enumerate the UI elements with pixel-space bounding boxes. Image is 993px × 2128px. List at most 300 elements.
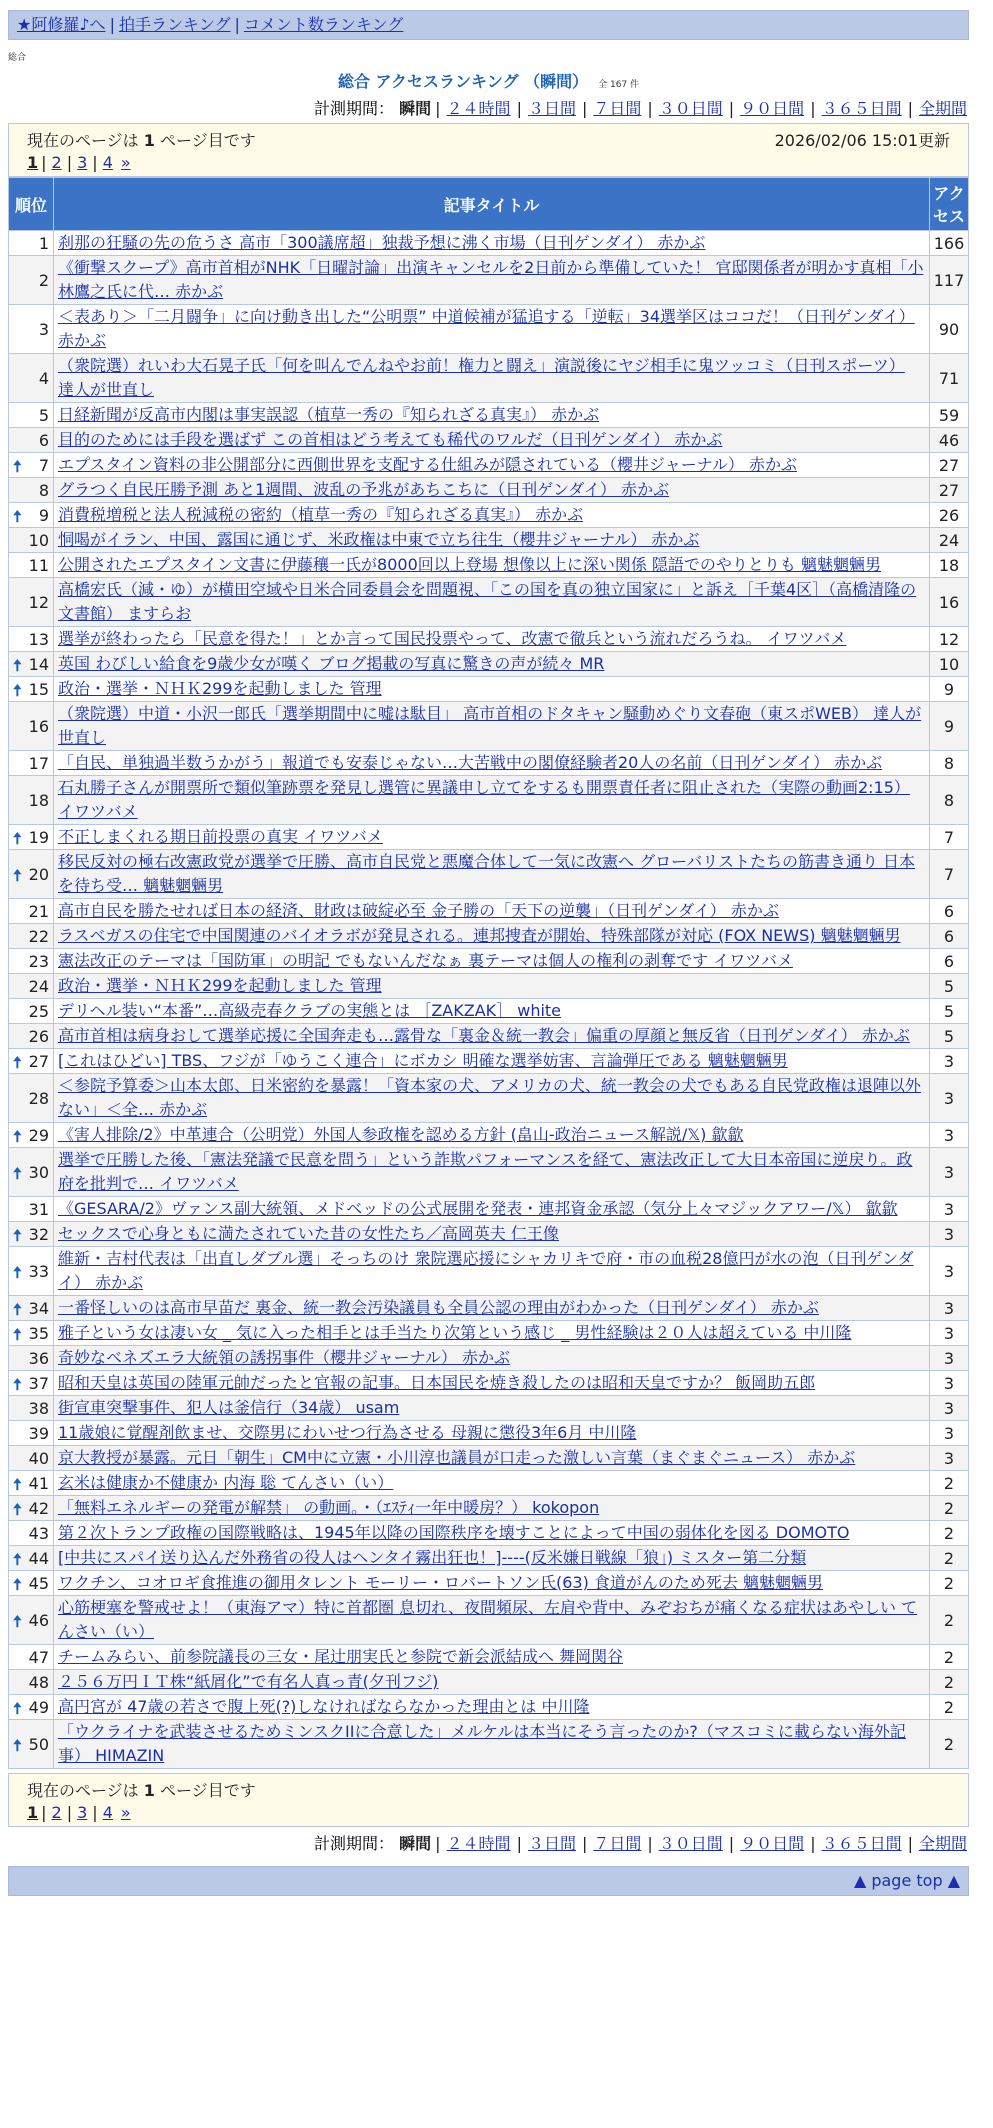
title-cell bbox=[54, 1720, 930, 1769]
table-row bbox=[9, 702, 969, 751]
period-separator: | bbox=[516, 99, 522, 118]
article-link[interactable]: 選挙で圧勝した後、「憲法発議で民意を問う」という詐欺パフォーマンスを経て、憲法改正して大日本帝国に逆戻り。政府を批判で… イワツバメ bbox=[58, 1150, 913, 1193]
pager-link[interactable]: 2 bbox=[51, 153, 62, 172]
title-cell bbox=[54, 453, 930, 478]
table-row bbox=[9, 1645, 969, 1670]
rank-cell bbox=[9, 1421, 54, 1446]
article-link[interactable]: 維新・吉村代表は「出直しダブル選」そっちのけ 衆院選応援にシャカリキで府・市の血税28億円が水の泡（日刊ゲンダイ） 赤かぶ bbox=[58, 1249, 914, 1292]
table-row bbox=[9, 1197, 969, 1222]
access-count: 3 bbox=[930, 1296, 969, 1321]
table-row bbox=[9, 1024, 969, 1049]
access-count: 3 bbox=[930, 1222, 969, 1247]
table-row bbox=[9, 1396, 969, 1421]
title-cell bbox=[54, 1247, 930, 1296]
rank-cell bbox=[9, 256, 54, 305]
comment-ranking-link[interactable]: コメント数ランキング bbox=[243, 15, 404, 34]
rank-number: 47 bbox=[28, 1647, 49, 1667]
title-cell bbox=[54, 1546, 930, 1571]
rank-up-arrow-icon: 🠅 bbox=[13, 506, 22, 526]
table-row bbox=[9, 1148, 969, 1197]
access-count: 16 bbox=[930, 578, 969, 627]
rank-cell bbox=[9, 231, 54, 256]
pager-separator: | bbox=[92, 1803, 98, 1822]
table-row bbox=[9, 1346, 969, 1371]
rank-number: 49 bbox=[28, 1697, 49, 1717]
article-link[interactable]: セックスで心身ともに満たされていた昔の女性たち／高岡英夫 仁王像 bbox=[58, 1224, 559, 1243]
period-link[interactable]: 全期間 bbox=[918, 1834, 967, 1853]
table-row bbox=[9, 924, 969, 949]
period-link[interactable]: ２４時間 bbox=[446, 1834, 511, 1853]
pager-separator: | bbox=[66, 153, 73, 172]
article-link[interactable]: [これはひどい] TBS、フジが「ゆうこく連合」にボカシ 明確な選挙妨害、言論弾圧である 魑魅魍魎男 bbox=[58, 1051, 788, 1070]
access-count: 3 bbox=[930, 1396, 969, 1421]
pager-next[interactable]: » bbox=[120, 153, 131, 172]
rank-number: 42 bbox=[28, 1498, 49, 1518]
period-separator: | bbox=[435, 1834, 441, 1853]
article-link[interactable]: ＜表あり＞「二月闘争」に向け動き出した“公明票” 中道候補が猛追する「逆転」34選挙区はココだ！（日刊ゲンダイ） 赤かぶ bbox=[58, 307, 915, 350]
title-cell bbox=[54, 899, 930, 924]
access-count: 27 bbox=[930, 453, 969, 478]
period-link[interactable]: ７日間 bbox=[593, 99, 642, 118]
top-nav-bar bbox=[8, 10, 969, 40]
rank-number: 31 bbox=[28, 1199, 49, 1219]
table-row bbox=[9, 1421, 969, 1446]
rank-number: 7 bbox=[38, 455, 49, 475]
rank-number: 8 bbox=[38, 480, 49, 500]
table-row bbox=[9, 578, 969, 627]
bottom-bar bbox=[8, 1866, 969, 1896]
rank-number: 50 bbox=[28, 1734, 49, 1754]
rank-number: 30 bbox=[28, 1162, 49, 1182]
title-cell bbox=[54, 1222, 930, 1247]
article-link[interactable]: 憲法改正のテーマは「国防軍」の明記 でもないんだなぁ 裏テーマは個人の権利の剥奪です イワツバメ bbox=[58, 951, 793, 970]
table-row bbox=[9, 899, 969, 924]
rank-cell bbox=[9, 1471, 54, 1496]
rank-number: 2 bbox=[38, 270, 49, 290]
rank-cell bbox=[9, 453, 54, 478]
access-count: 3 bbox=[930, 1446, 969, 1471]
page-indicator: 現在のページは 1 ページ目です bbox=[27, 1781, 256, 1800]
pager-separator: | bbox=[66, 1803, 73, 1822]
article-link[interactable]: グラつく自民圧勝予測 あと1週間、波乱の予兆があちこちに（日刊ゲンダイ） 赤かぶ bbox=[58, 480, 670, 499]
page-indicator: 現在のページは 1 ページ目です bbox=[27, 131, 256, 150]
rank-number: 24 bbox=[28, 976, 49, 996]
title-cell bbox=[54, 850, 930, 899]
access-count: 3 bbox=[930, 1197, 969, 1222]
pager-current: 1 bbox=[27, 1803, 39, 1822]
table-row bbox=[9, 1546, 969, 1571]
period-separator: | bbox=[647, 99, 653, 118]
article-link[interactable]: 心筋梗塞を警戒せよ！（東海アマ）特に首都圏 息切れ、夜間頻尿、左肩や背中、みぞおちが痛くなる症状はあやしい てんさい（い） bbox=[58, 1598, 918, 1641]
period-link[interactable]: ３日間 bbox=[527, 99, 576, 118]
total-count: 全 167 件 bbox=[598, 80, 640, 90]
rank-cell bbox=[9, 850, 54, 899]
pager-link[interactable]: 3 bbox=[77, 1803, 88, 1822]
article-link[interactable]: （衆院選）れいわ大石晃子氏「何を叫んでんねやお前！権力と闘え」演説後にヤジ相手に鬼ツッコミ（日刊スポーツ） 達人が世直し bbox=[58, 356, 905, 399]
title-cell bbox=[54, 652, 930, 677]
access-count: 5 bbox=[930, 974, 969, 999]
rank-up-arrow-icon: 🠅 bbox=[13, 1324, 22, 1344]
title-cell bbox=[54, 677, 930, 702]
article-link[interactable]: 移民反対の極右改憲政党が選挙で圧勝、高市自民党と悪魔合体して一気に改憲へ グローバリストたちの筋書き通り 日本を待ち受… 魑魅魍魎男 bbox=[58, 852, 916, 895]
access-count: 2 bbox=[930, 1571, 969, 1596]
title-cell bbox=[54, 751, 930, 776]
pager-separator: | bbox=[41, 1803, 47, 1822]
rank-up-arrow-icon: 🠅 bbox=[13, 1499, 22, 1519]
title-cell bbox=[54, 1346, 930, 1371]
access-count: 8 bbox=[930, 776, 969, 825]
rank-cell bbox=[9, 1371, 54, 1396]
rank-cell bbox=[9, 1148, 54, 1197]
period-link[interactable]: ３６５日間 bbox=[821, 1834, 902, 1853]
table-row bbox=[9, 428, 969, 453]
access-count: 2 bbox=[930, 1695, 969, 1720]
access-count: 27 bbox=[930, 478, 969, 503]
rank-number: 18 bbox=[28, 790, 49, 810]
table-row bbox=[9, 305, 969, 354]
title-cell bbox=[54, 1421, 930, 1446]
article-link[interactable]: （衆院選）中道・小沢一郎氏「選挙期間中に嘘は駄目」 高市首相のドタキャン騒動めぐり文春砲（東スポWEB） 達人が世直し bbox=[58, 704, 922, 747]
period-separator: | bbox=[810, 99, 816, 118]
article-link[interactable]: 《GESARA/2》ヴァンス副大統領、メドベッドの公式展開を発表・連邦資金承認（気分上々マジックアワー/𝕏） 歙歙 bbox=[58, 1199, 898, 1218]
rank-cell bbox=[9, 974, 54, 999]
access-count: 2 bbox=[930, 1720, 969, 1769]
rank-header: 順位 bbox=[9, 178, 54, 231]
rank-cell bbox=[9, 924, 54, 949]
rank-number: 10 bbox=[28, 530, 49, 550]
title-cell bbox=[54, 428, 930, 453]
title-cell bbox=[54, 1396, 930, 1421]
rank-cell bbox=[9, 1496, 54, 1521]
rank-cell bbox=[9, 1024, 54, 1049]
rank-number: 15 bbox=[28, 679, 49, 699]
rank-cell bbox=[9, 1074, 54, 1123]
article-link[interactable]: 高橋宏氏（減・ゆ）が横田空域や日米合同委員会を問題視、「この国を真の独立国家に」と訴え［千葉4区］（高橋清隆の文書館） ますらお bbox=[58, 580, 917, 623]
period-separator: | bbox=[581, 1834, 588, 1853]
rank-up-arrow-icon: 🠅 bbox=[13, 1163, 22, 1183]
access-count: 26 bbox=[930, 503, 969, 528]
rank-cell bbox=[9, 1720, 54, 1769]
access-count: 6 bbox=[930, 949, 969, 974]
article-link[interactable]: 雅子という女は凄い女 _ 気に入った相手とは手当たり次第という感じ _ 男性経験は２０人は超えている 中川隆 bbox=[58, 1323, 852, 1342]
page-top-link[interactable]: ▲ page top ▲ bbox=[853, 1871, 960, 1890]
access-count: 24 bbox=[930, 528, 969, 553]
rank-number: 3 bbox=[38, 319, 49, 339]
rank-up-arrow-icon: 🠅 bbox=[13, 1052, 22, 1072]
table-row bbox=[9, 1695, 969, 1720]
rank-number: 48 bbox=[28, 1672, 49, 1692]
table-row bbox=[9, 751, 969, 776]
article-link[interactable]: 「自民、単独過半数うかがう」報道でも安泰じゃない…大苦戦中の閣僚経験者20人の名前（日刊ゲンダイ） 赤かぶ bbox=[58, 753, 883, 772]
pager-next[interactable]: » bbox=[120, 1803, 131, 1822]
rank-up-arrow-icon: 🠅 bbox=[13, 1574, 22, 1594]
table-row bbox=[9, 478, 969, 503]
title-cell bbox=[54, 999, 930, 1024]
period-separator: | bbox=[907, 1834, 913, 1853]
pager-link[interactable]: 2 bbox=[51, 1803, 62, 1822]
article-link[interactable]: チームみらい、前参院議長の三女・尾辻朋実氏と参院で新会派結成へ 舞岡関谷 bbox=[58, 1647, 624, 1666]
rank-number: 29 bbox=[28, 1125, 49, 1145]
article-link[interactable]: 第２次トランプ政権の国際戦略は、1945年以降の国際秩序を壊すことによって中国の弱体化を図る DOMOTO bbox=[58, 1523, 850, 1542]
rank-number: 17 bbox=[28, 753, 49, 773]
title-cell bbox=[54, 949, 930, 974]
title-cell bbox=[54, 1670, 930, 1695]
period-link[interactable]: ７日間 bbox=[593, 1834, 642, 1853]
access-count: 12 bbox=[930, 627, 969, 652]
title-cell bbox=[54, 403, 930, 428]
period-label: 計測期間： bbox=[314, 1834, 395, 1853]
article-link[interactable]: 奇妙なベネズエラ大統領の誘拐事件（櫻井ジャーナル） 赤かぶ bbox=[58, 1348, 510, 1367]
period-link[interactable]: ３０日間 bbox=[658, 99, 723, 118]
applause-ranking-link[interactable]: 拍手ランキング bbox=[118, 15, 231, 34]
rank-cell bbox=[9, 999, 54, 1024]
article-link[interactable]: 目的のためには手段を選ばず この首相はどう考えても稀代のワルだ（日刊ゲンダイ） 赤かぶ bbox=[58, 430, 723, 449]
period-link[interactable]: ３６５日間 bbox=[821, 99, 902, 118]
access-count: 3 bbox=[930, 1321, 969, 1346]
article-link[interactable]: 11歳娘に覚醒剤飲ませ、交際男にわいせつ行為させる 母親に懲役3年6月 中川隆 bbox=[58, 1423, 637, 1442]
period-separator: | bbox=[581, 99, 588, 118]
period-link[interactable]: ３日間 bbox=[527, 1834, 576, 1853]
rank-cell bbox=[9, 1296, 54, 1321]
ranking-table bbox=[8, 177, 969, 1769]
rank-number: 13 bbox=[28, 629, 49, 649]
access-count: 166 bbox=[930, 231, 969, 256]
rank-up-arrow-icon: 🠅 bbox=[13, 1611, 22, 1631]
rank-cell bbox=[9, 1645, 54, 1670]
period-separator: | bbox=[647, 1834, 653, 1853]
rank-number: 5 bbox=[38, 405, 49, 425]
access-count: 2 bbox=[930, 1645, 969, 1670]
rank-number: 43 bbox=[28, 1523, 49, 1543]
rank-cell bbox=[9, 899, 54, 924]
title-cell bbox=[54, 974, 930, 999]
rank-cell bbox=[9, 1596, 54, 1645]
table-row bbox=[9, 949, 969, 974]
table-row bbox=[9, 503, 969, 528]
rank-number: 33 bbox=[28, 1261, 49, 1281]
article-link[interactable]: ラスベガスの住宅で中国関連のバイオラボが発見される。連邦捜査が開始、特殊部隊が対応 (FOX NEWS) 魑魅魍魎男 bbox=[58, 926, 901, 945]
access-count: 3 bbox=[930, 1421, 969, 1446]
title-cell bbox=[54, 1695, 930, 1720]
article-link[interactable]: ワクチン、コオロギ食推進の御用タレント モーリー・ロバートソン氏(63) 食道がんのため死去 魑魅魍魎男 bbox=[58, 1573, 823, 1592]
article-link[interactable]: 石丸勝子さんが開票所で類似筆跡票を発見し選管に異議申し立てをするも開票責任者に阻止された（実際の動画2:15） イワツバメ bbox=[58, 778, 910, 821]
rank-cell bbox=[9, 1546, 54, 1571]
rank-number: 11 bbox=[28, 555, 49, 575]
rank-up-arrow-icon: 🠅 bbox=[13, 1698, 22, 1718]
article-link[interactable]: [中共にスパイ送り込んだ外務省の役人はヘンタイ霧出狂也！]----(反米嫌日戦線「狼」) ミスター第二分類 bbox=[58, 1548, 807, 1567]
rank-number: 28 bbox=[28, 1088, 49, 1108]
rank-cell bbox=[9, 528, 54, 553]
access-count: 8 bbox=[930, 751, 969, 776]
rank-number: 14 bbox=[28, 654, 49, 674]
rank-cell bbox=[9, 578, 54, 627]
article-link[interactable]: 消費税増税と法人税減税の密約（植草一秀の『知られざる真実』） 赤かぶ bbox=[58, 505, 584, 524]
article-link[interactable]: 京大教授が暴露。元日「朝生」CM中に立憲・小川淳也議員が口走った激しい言葉（まぐまぐニュース） 赤かぶ bbox=[58, 1448, 856, 1467]
pager-link[interactable]: 4 bbox=[102, 1803, 113, 1822]
rank-number: 38 bbox=[28, 1398, 49, 1418]
article-link[interactable]: ２５６万円ＩＴ株“紙屑化”で有名人真っ青(夕刊フジ) bbox=[58, 1672, 439, 1691]
title-cell bbox=[54, 1123, 930, 1148]
article-link[interactable]: 「ウクライナを武装させるためミンスクIIに合意した」メルケルは本当にそう言ったのか?（マスコミに載らない海外記事） HIMAZIN bbox=[58, 1722, 906, 1765]
period-link[interactable]: ３０日間 bbox=[658, 1834, 723, 1853]
article-link[interactable]: 政治・選挙・ＮＨＫ299を起動しました 管理 bbox=[58, 679, 382, 698]
rank-number: 23 bbox=[28, 951, 49, 971]
article-link[interactable]: 刹那の狂騒の先の危うさ 高市「300議席超」独裁予想に沸く市場（日刊ゲンダイ） 赤かぶ bbox=[58, 233, 706, 252]
pager-separator: | bbox=[41, 153, 47, 172]
access-count: 2 bbox=[930, 1471, 969, 1496]
title-cell bbox=[54, 478, 930, 503]
table-row bbox=[9, 1446, 969, 1471]
rank-up-arrow-icon: 🠅 bbox=[13, 456, 22, 476]
rank-cell bbox=[9, 677, 54, 702]
table-row bbox=[9, 231, 969, 256]
title-cell bbox=[54, 1049, 930, 1074]
table-row bbox=[9, 974, 969, 999]
article-link[interactable]: 街宣車突撃事件、犯人は釜信行（34歳） usam bbox=[58, 1398, 400, 1417]
rank-up-arrow-icon: 🠅 bbox=[13, 1262, 22, 1282]
access-count: 5 bbox=[930, 1024, 969, 1049]
table-row bbox=[9, 1074, 969, 1123]
article-link[interactable]: 高市首相は病身おして選挙応援に全国奔走も…露骨な「裏金＆統一教会」偏重の厚顔と無反省（日刊ゲンダイ） 赤かぶ bbox=[58, 1026, 910, 1045]
access-count: 7 bbox=[930, 825, 969, 850]
rank-number: 45 bbox=[28, 1573, 49, 1593]
rank-cell bbox=[9, 1247, 54, 1296]
rank-up-arrow-icon: 🠅 bbox=[13, 828, 22, 848]
article-link[interactable]: 政治・選挙・ＮＨＫ299を起動しました 管理 bbox=[58, 976, 382, 995]
table-row bbox=[9, 1123, 969, 1148]
rank-number: 19 bbox=[28, 827, 49, 847]
access-count: 3 bbox=[930, 1346, 969, 1371]
period-label: 計測期間： bbox=[314, 99, 395, 118]
title-cell bbox=[54, 528, 930, 553]
article-link[interactable]: 公開されたエプスタイン文書に伊藤穰一氏が8000回以上登場 想像以上に深い関係 隠語でのやりとりも 魑魅魍魎男 bbox=[58, 555, 882, 574]
article-link[interactable]: ＜参院予算委＞山本太郎、日米密約を暴露！「資本家の犬、アメリカの犬、統一教会の犬でもある自民党政権は退陣以外ない」＜全… 赤かぶ bbox=[58, 1076, 921, 1119]
article-link[interactable]: 一番怪しいのは高市早苗だ 裏金、統一教会汚染議員も全員公認の理由がわかった（日刊ゲンダイ） 赤かぶ bbox=[58, 1298, 819, 1317]
title-cell bbox=[54, 1371, 930, 1396]
title-cell bbox=[54, 1321, 930, 1346]
article-link[interactable]: 選挙が終わったら「民意を得た！」とか言って国民投票やって、改憲で徹兵という流れだろうね。 イワツバメ bbox=[58, 629, 847, 648]
article-link[interactable]: 「無料エネルギーの発電が解禁」 の動画。・（ｴｽﾃｨ一年中暖房？） kokopon bbox=[58, 1498, 600, 1517]
rank-up-arrow-icon: 🠅 bbox=[13, 1549, 22, 1569]
pager-link[interactable]: 4 bbox=[102, 153, 113, 172]
rank-number: 4 bbox=[38, 368, 49, 388]
period-link[interactable]: ９０日間 bbox=[740, 99, 805, 118]
period-separator: | bbox=[907, 99, 913, 118]
access-count: 59 bbox=[930, 403, 969, 428]
period-link[interactable]: ２４時間 bbox=[446, 99, 511, 118]
table-row bbox=[9, 850, 969, 899]
table-row bbox=[9, 1247, 969, 1296]
article-link[interactable]: 恫喝がイラン、中国、露国に通じず、米政権は中東で立ち往生（櫻井ジャーナル） 赤かぶ bbox=[58, 530, 700, 549]
title-cell bbox=[54, 1074, 930, 1123]
article-link[interactable]: デリヘル装い“本番”…高級売春クラブの実態とは ［ZAKZAK］ white bbox=[58, 1001, 562, 1020]
rank-cell bbox=[9, 403, 54, 428]
article-link[interactable]: 英国 わびしい給食を9歳少女が嘆く ブログ掲載の写真に驚きの声が続々 MR bbox=[58, 654, 605, 673]
article-link[interactable]: 高円宮が 47歳の若さで腹上死(?)しなければならなかった理由とは 中川隆 bbox=[58, 1697, 590, 1716]
article-link[interactable]: 日経新聞が反高市内閣は事実誤認（植草一秀の『知られざる真実』） 赤かぶ bbox=[58, 405, 600, 424]
table-row bbox=[9, 999, 969, 1024]
access-count: 90 bbox=[930, 305, 969, 354]
rank-number: 40 bbox=[28, 1448, 49, 1468]
pager-current: 1 bbox=[27, 153, 39, 172]
title-cell bbox=[54, 1645, 930, 1670]
rank-up-arrow-icon: 🠅 bbox=[13, 1126, 22, 1146]
title-cell bbox=[54, 305, 930, 354]
rank-cell bbox=[9, 1446, 54, 1471]
title-header: 記事タイトル bbox=[54, 178, 930, 231]
title-cell bbox=[54, 1148, 930, 1197]
rank-cell bbox=[9, 652, 54, 677]
access-count: 2 bbox=[930, 1670, 969, 1695]
article-link[interactable]: 《害人排除/2》中革連合（公明党）外国人参政権を認める方針 (畠山-政治ニュース解説/𝕏) 歙歙 bbox=[58, 1125, 744, 1144]
rank-cell bbox=[9, 1197, 54, 1222]
pager-top bbox=[27, 153, 950, 172]
period-current: 瞬間 bbox=[399, 99, 432, 118]
title-cell bbox=[54, 1496, 930, 1521]
rank-number: 1 bbox=[38, 233, 49, 253]
rank-number: 9 bbox=[38, 505, 49, 525]
rank-cell bbox=[9, 1123, 54, 1148]
title-cell bbox=[54, 1571, 930, 1596]
period-separator: | bbox=[728, 99, 735, 118]
rank-cell bbox=[9, 1049, 54, 1074]
rank-cell bbox=[9, 1521, 54, 1546]
access-count: 3 bbox=[930, 1247, 969, 1296]
rank-cell bbox=[9, 1222, 54, 1247]
rank-number: 25 bbox=[28, 1001, 49, 1021]
access-count: 6 bbox=[930, 924, 969, 949]
pager-link[interactable]: 3 bbox=[77, 153, 88, 172]
table-row bbox=[9, 1471, 969, 1496]
pager-bottom bbox=[27, 1803, 950, 1822]
title-cell bbox=[54, 825, 930, 850]
access-count: 3 bbox=[930, 1123, 969, 1148]
home-link[interactable]: ★阿修羅♪へ bbox=[17, 15, 106, 34]
access-count: 9 bbox=[930, 702, 969, 751]
article-link[interactable]: 玄米は健康か不健康か 内海 聡 てんさい（い） bbox=[58, 1473, 394, 1492]
table-row bbox=[9, 1670, 969, 1695]
title-cell bbox=[54, 924, 930, 949]
rank-cell bbox=[9, 702, 54, 751]
table-row bbox=[9, 1321, 969, 1346]
table-row bbox=[9, 1049, 969, 1074]
article-link[interactable]: 昭和天皇は英国の陸軍元帥だったと官報の記事。日本国民を焼き殺したのは昭和天皇ですか？ 飯岡助五郎 bbox=[58, 1373, 816, 1392]
table-row bbox=[9, 677, 969, 702]
access-count: 71 bbox=[930, 354, 969, 403]
rank-cell bbox=[9, 1346, 54, 1371]
rank-number: 21 bbox=[28, 901, 49, 921]
period-link[interactable]: ９０日間 bbox=[740, 1834, 805, 1853]
rank-cell bbox=[9, 305, 54, 354]
article-link[interactable]: エプスタイン資料の非公開部分に西側世界を支配する仕組みが隠されている（櫻井ジャーナル） 赤かぶ bbox=[58, 455, 798, 474]
period-separator: | bbox=[810, 1834, 816, 1853]
article-link[interactable]: 高市自民を勝たせれば日本の経済、財政は破綻必至 金子勝の「天下の逆襲」（日刊ゲンダイ） 赤かぶ bbox=[58, 901, 779, 920]
rank-cell bbox=[9, 627, 54, 652]
access-count: 18 bbox=[930, 553, 969, 578]
period-separator: | bbox=[516, 1834, 522, 1853]
rank-up-arrow-icon: 🠅 bbox=[13, 1225, 22, 1245]
rank-cell bbox=[9, 1670, 54, 1695]
table-row bbox=[9, 403, 969, 428]
rank-up-arrow-icon: 🠅 bbox=[13, 865, 22, 885]
article-link[interactable]: 不正しまくれる期日前投票の真実 イワツバメ bbox=[58, 827, 383, 846]
rank-number: 32 bbox=[28, 1224, 49, 1244]
article-link[interactable]: 《衝撃スクープ》高市首相がNHK「日曜討論」出演キャンセルを2日前から準備していた！ 官邸関係者が明かす真相「小林鷹之氏に代… 赤かぶ bbox=[58, 258, 924, 301]
ranking-title: 総合 アクセスランキング （瞬間） bbox=[337, 72, 589, 91]
access-count: 3 bbox=[930, 1074, 969, 1123]
period-link[interactable]: 全期間 bbox=[918, 99, 967, 118]
title-cell bbox=[54, 256, 930, 305]
